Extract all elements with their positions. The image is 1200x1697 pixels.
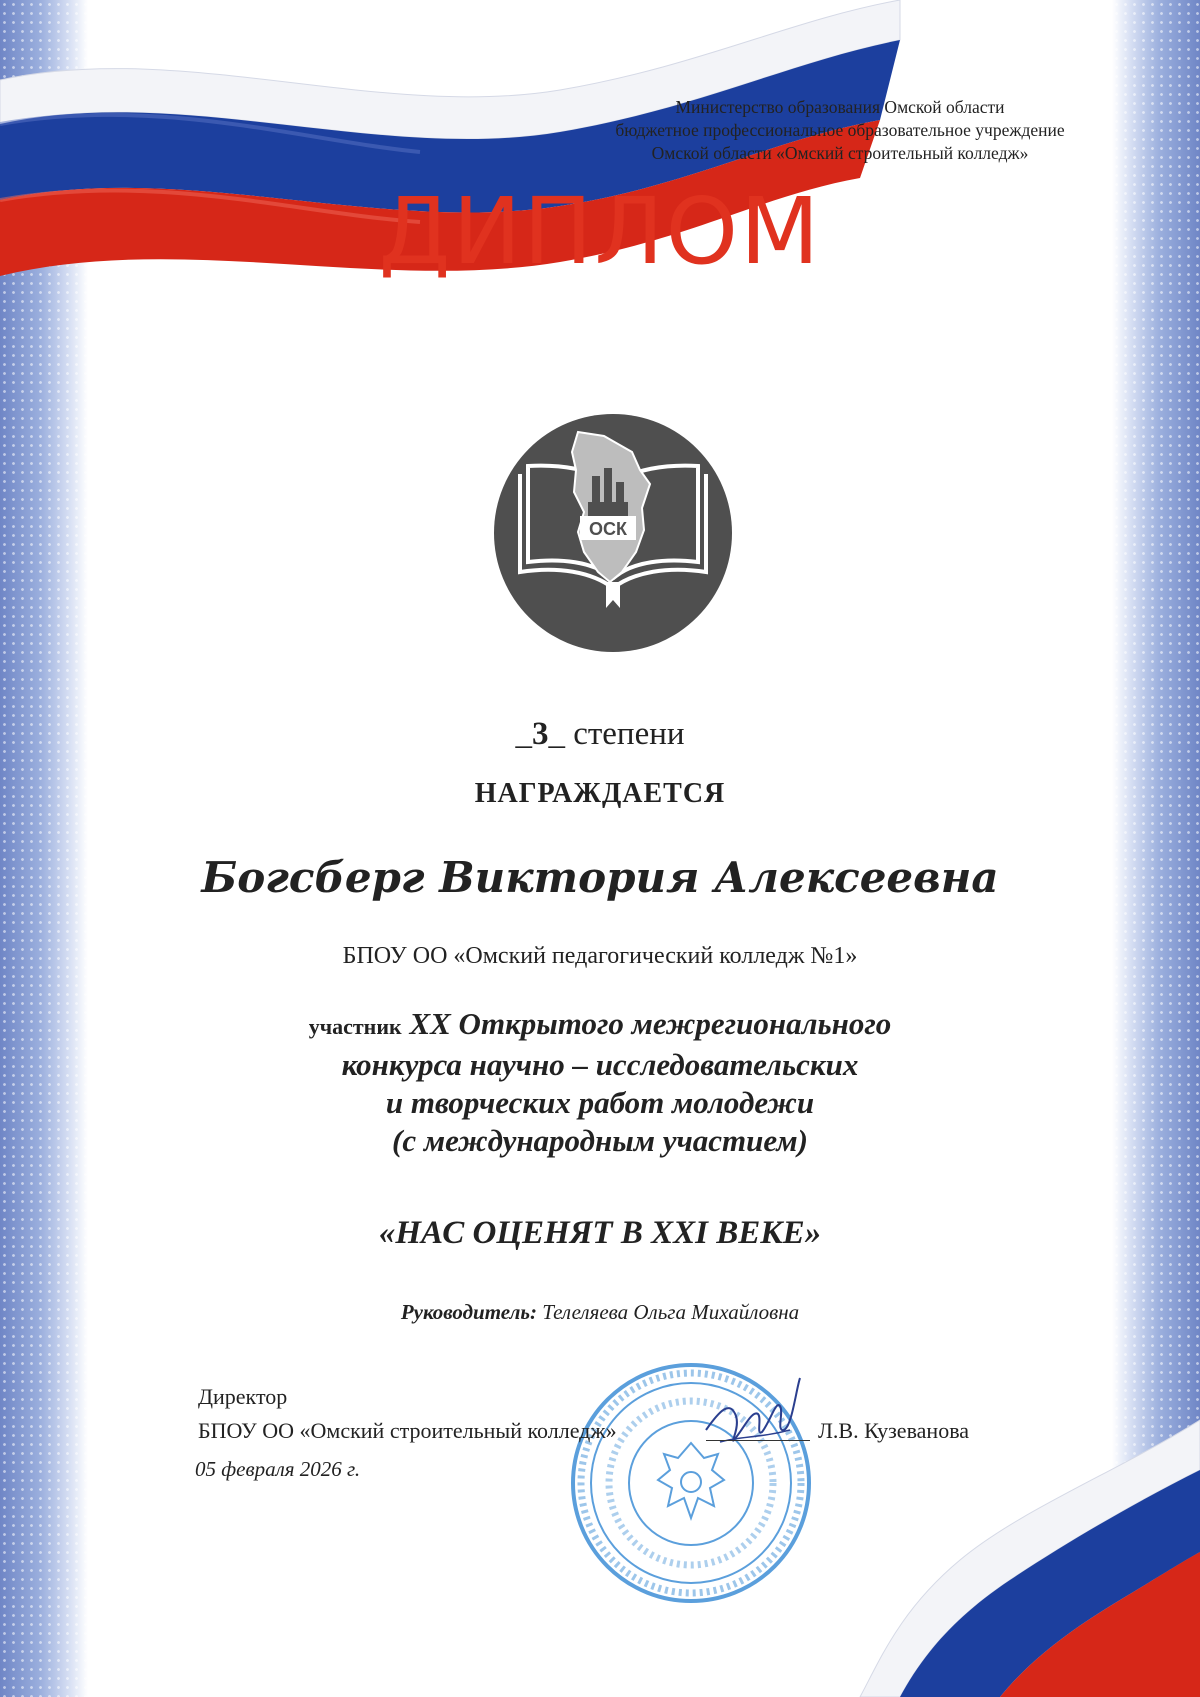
participation-description xyxy=(0,1005,1200,1160)
degree-suffix: _ степени xyxy=(548,716,685,752)
degree-prefix: _ xyxy=(515,716,532,752)
diploma-title xyxy=(0,178,1200,285)
header-line-college: Омской области «Омский строительный колледж» xyxy=(651,143,1029,163)
recipient-institution: БПОУ ОО «Омский педагогический колледж №1» xyxy=(342,943,858,969)
contest-line-3: и творческих работ молодежи xyxy=(385,1085,815,1120)
contest-line-4: (с международным участием) xyxy=(392,1123,808,1158)
director-name: Л.В. Кузеванова xyxy=(818,1418,970,1443)
awarded-heading: НАГРАЖДАЕТСЯ xyxy=(474,778,726,809)
director-title: Директор xyxy=(198,1384,288,1409)
issue-date: 05 февраля 2026 г. xyxy=(195,1457,361,1481)
signature-line xyxy=(706,1440,810,1441)
osk-logo-icon xyxy=(492,412,734,654)
degree-number: 3 xyxy=(531,716,549,752)
recipient-name: Богсберг Виктория Алексеевна xyxy=(201,853,999,902)
supervisor-label: Руководитель: xyxy=(400,1300,537,1324)
contest-line-1: XX Открытого межрегионального xyxy=(409,1006,892,1041)
header-line-institution-type: бюджетное профессиональное образовательное учреждение xyxy=(615,120,1065,140)
supervisor-line xyxy=(0,1300,1200,1325)
director-organization: БПОУ ОО «Омский строительный колледж» xyxy=(198,1418,617,1443)
header-line-ministry: Министерство образования Омской области xyxy=(675,97,1005,117)
issuer-header xyxy=(560,96,1120,165)
director-signature-icon xyxy=(700,1370,810,1460)
supervisor-name: Телеляева Ольга Михайловна xyxy=(542,1300,800,1324)
participant-prefix: участник xyxy=(308,1014,402,1039)
degree-line xyxy=(0,716,1200,753)
diploma-title-text: ДИПЛОМ xyxy=(378,178,822,285)
logo-text: ОСК xyxy=(589,519,627,539)
contest-name: «НАС ОЦЕНЯТ В XXI ВЕКЕ» xyxy=(378,1215,822,1251)
contest-line-2: конкурса научно – исследовательских xyxy=(341,1047,859,1082)
